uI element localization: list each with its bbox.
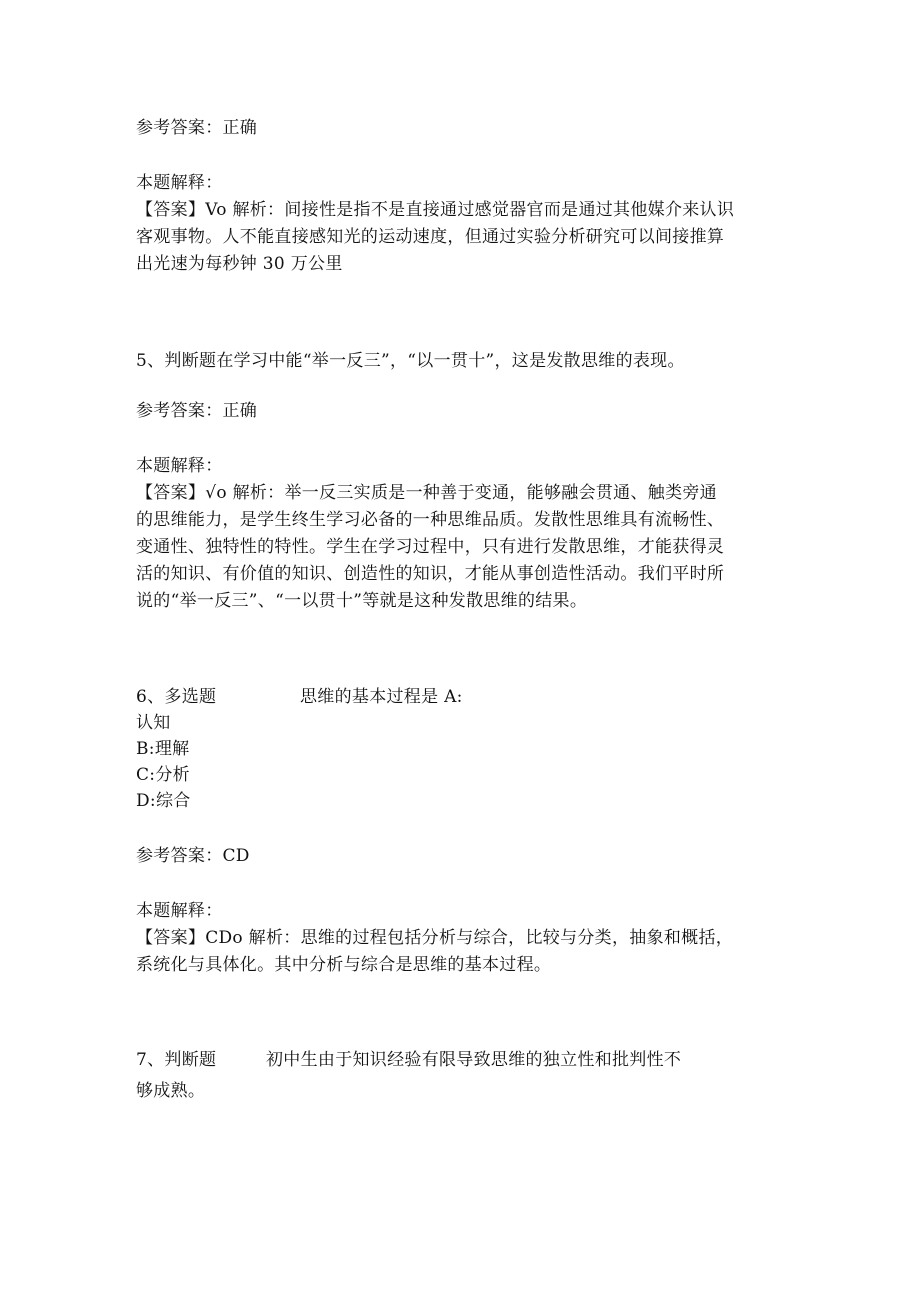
- q6-option: B:理解: [136, 739, 190, 759]
- q6-explain-line: 【答案】CDo 解析：思维的过程包括分析与综合，比较与分类，抽象和概括，: [136, 928, 734, 948]
- q5-explain-line: 说的“举一反三”、“一以贯十”等就是这种发散思维的结果。: [136, 591, 588, 611]
- q6-option: C:分析: [136, 765, 190, 785]
- q5-explain-line: 活的知识、有价值的知识、创造性的知识，才能从事创造性活动。我们平时所: [136, 564, 725, 584]
- q4-answer: 参考答案：正确: [136, 118, 258, 138]
- q4-explain-line: 客观事物。人不能直接感知光的运动速度，但通过实验分析研究可以间接推算: [136, 227, 725, 247]
- q5-explain-label: 本题解释：: [136, 456, 223, 476]
- q4-explain-line: 【答案】Vo 解析：间接性是指不是直接通过感觉器官而是通过其他媒介来认识: [136, 200, 735, 220]
- q5-answer: 参考答案：正确: [136, 401, 258, 421]
- q4-explain-label: 本题解释：: [136, 173, 223, 193]
- q7-type-label: 7、判断题: [136, 1050, 217, 1070]
- q5-explain-line: 变通性、独特性的特性。学生在学习过程中，只有进行发散思维，才能获得灵: [136, 537, 725, 557]
- q6-explain-label: 本题解释：: [136, 901, 223, 921]
- q6-type-label: 6、多选题: [136, 687, 217, 707]
- q5-question: 5、判断题在学习中能“举一反三”，“以一贯十”，这是发散思维的表现。: [136, 351, 685, 371]
- q7-question-line: 够成熟。: [136, 1081, 206, 1101]
- q6-explain-line: 系统化与具体化。其中分析与综合是思维的基本过程。: [136, 955, 552, 975]
- q4-explain-line: 出光速为每秒钟 30 万公里: [136, 254, 343, 274]
- q6-answer: 参考答案：CD: [136, 846, 250, 866]
- q5-explain-line: 【答案】√o 解析：举一反三实质是一种善于变通，能够融会贯通、触类旁通: [136, 483, 717, 503]
- q6-option: 认知: [136, 713, 171, 733]
- q6-option: D:综合: [136, 791, 191, 811]
- q7-question-line: 初中生由于知识经验有限导致思维的独立性和批判性不: [266, 1050, 682, 1070]
- q5-explain-line: 的思维能力，是学生终生学习必备的一种思维品质。发散性思维具有流畅性、: [136, 510, 725, 530]
- q6-question: 思维的基本过程是 A:: [300, 687, 463, 707]
